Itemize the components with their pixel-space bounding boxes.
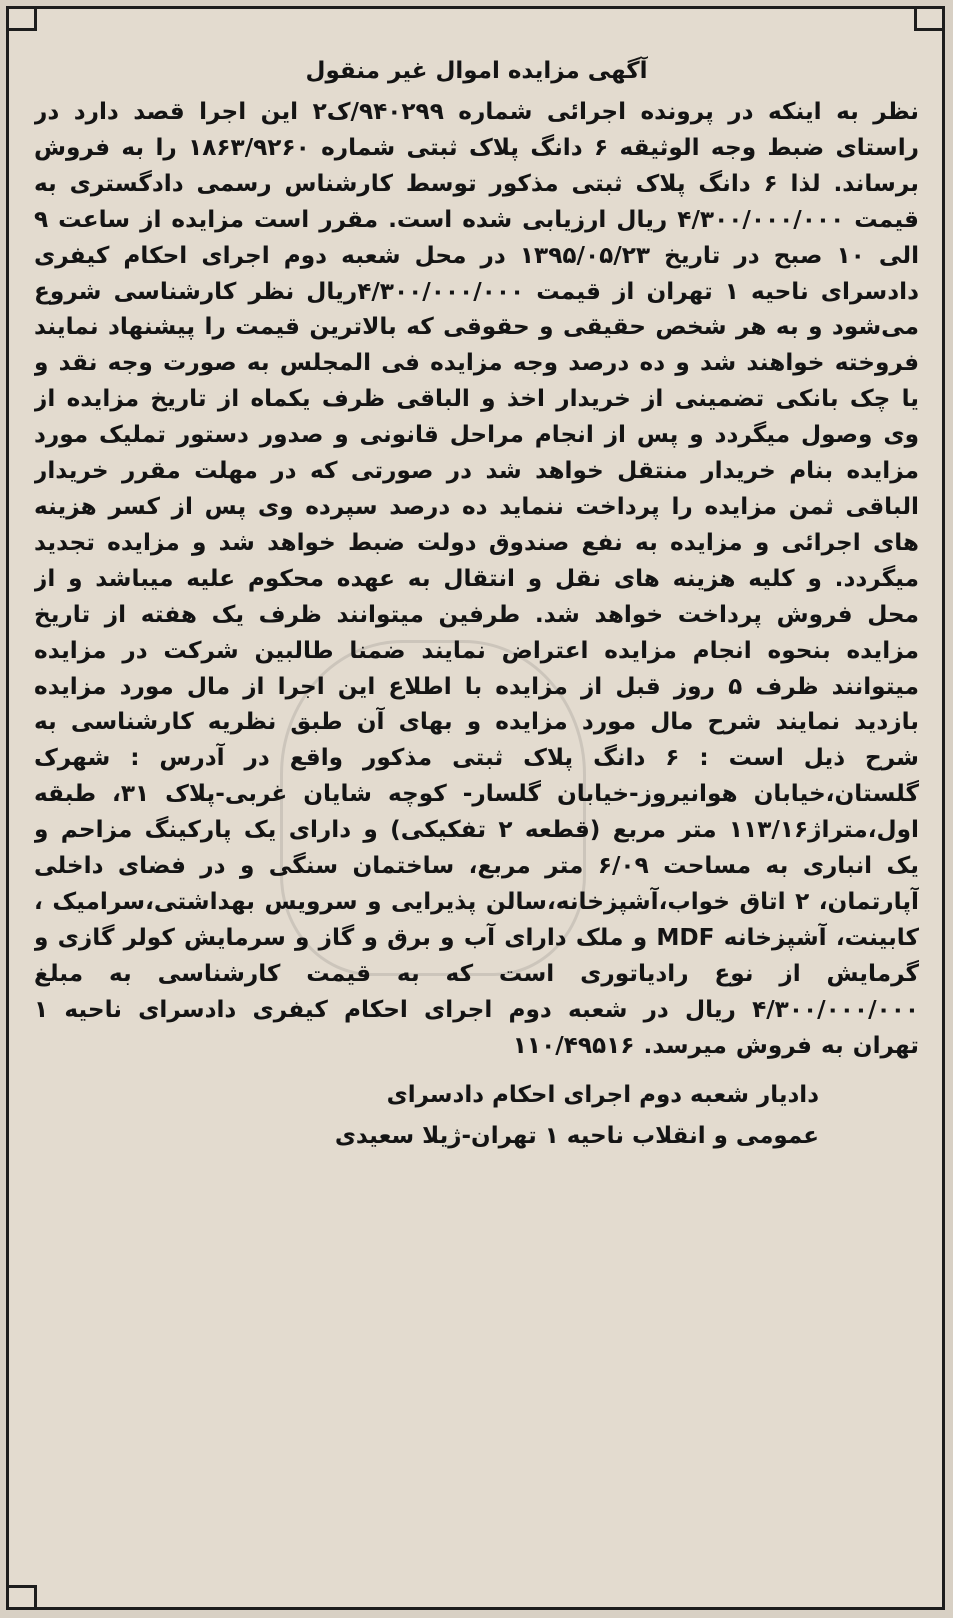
frame-corner-ornament — [9, 9, 37, 31]
notice-title: آگهی مزایده اموال غیر منقول — [305, 58, 648, 84]
frame-corner-ornament — [9, 1585, 37, 1607]
frame-corner-ornament — [914, 9, 942, 31]
signature-line-2: عمومی و انقلاب ناحیه ۱ تهران-ژیلا سعیدی — [334, 1123, 819, 1150]
notice-page — [34, 52, 919, 1592]
signature-line-1: دادیار شعبه دوم اجرای احکام دادسرای — [386, 1082, 819, 1109]
signature-block — [34, 1075, 919, 1157]
notice-body: نظر به اینکه در پرونده اجرائی شماره ۹۴۰۲۹۹/ک۲ این اجرا قصد دارد در راستای ضبط وجه الوثیقه ۶ دانگ پلاک ثبتی شماره ۱۸۶۳/۹۲۶۰ را به فروش برساند. لذا ۶ دانگ پلاک ثبتی مذکور توسط کارشناس رسمی دادگستری به قیمت ۴/۳۰۰/۰۰۰/۰۰۰ ریال ارزیابی شده است. مقرر است مزایده از ساعت ۹ الی ۱۰ صبح در تاریخ ۱۳۹۵/۰۵/۲۳ در محل شعبه دوم اجرای احکام کیفری دادسرای ناحیه ۱ تهران از قیمت ۴/۳۰۰/۰۰۰/۰۰۰ریال نظر کارشناسی شروع می‌شود و به هر شخص حقیقی و حقوقی که بالاترین قیمت را پیشنهاد نمایند فروخته خواهند شد و ده درصد وجه مزایده فی المجلس به صورت وجه نقد و یا چک بانکی تضمینی از خریدار اخذ و الباقی ظرف یکماه از تاریخ مزایده از وی وصول میگردد و پس از انجام مراحل قانونی و صدور دستور تملیک مورد مزایده بنام خریدار منتقل خواهد شد در صورتی که در مهلت مقرر خریدار الباقی ثمن مزایده را پرداخت ننماید ده درصد سپرده وی پس از کسر هزینه های اجرائی و مزایده به نفع صندوق دولت ضبط خواهد شد و مزایده تجدید میگردد. و کلیه هزینه های نقل و انتقال به عهده محکوم علیه میباشد و از محل فروش پرداخت خواهد شد. طرفین میتوانند ظرف یک هفته از تاریخ مزایده بنحوه انجام مزایده اعتراض نمایند ضمنا طالبین شرکت در مزایده میتوانند ظرف ۵ روز قبل از مزایده با اطلاع این اجرا از مال مورد مزایده بازدید نمایند شرح مال مورد مزایده و بهای آن طبق نظریه کارشناسی به شرح ذیل است : ۶ دانگ پلاک ثبتی مذکور واقع در آدرس : شهرک گلستان،خیابان هوانیروز-خیابان گلسار- کوچه شایان غربی-پلاک ۳۱، طبقه اول،متراژ۱۱۳/۱۶ متر مربع (قطعه ۲ تفکیکی) و دارای یک پارکینگ مزاحم و یک انباری به مساحت ۶/۰۹ متر مربع، ساختمان سنگی و در فضای داخلی آپارتمان، ۲ اتاق خواب،آشپزخانه،سالن پذیرایی و سرویس بهداشتی،سرامیک ، کابینت، آشپزخانه MDF و ملک دارای آب و برق و گاز و سرمایش کولر گازی و گرمایش از نوع رادیاتوری است که به قیمت کارشناسی به مبلغ ۴/۳۰۰/۰۰۰/۰۰۰ ریال در شعبه دوم اجرای احکام کیفری دادسرای ناحیه ۱ تهران به فروش میرسد. ۱۱۰/۴۹۵۱۶ — [34, 98, 919, 1059]
